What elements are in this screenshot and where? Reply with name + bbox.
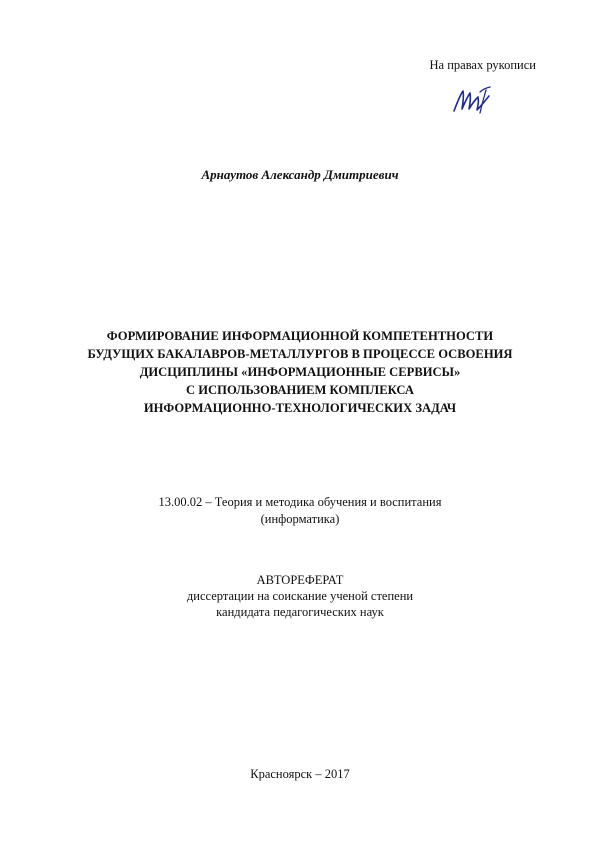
dissertation-title <box>60 327 540 417</box>
abstract-heading: АВТОРЕФЕРАТ <box>256 573 344 587</box>
author-signature <box>450 84 494 118</box>
abstract-line: кандидата педагогических наук <box>216 605 384 619</box>
abstract-block <box>0 572 600 620</box>
place-and-year: Красноярск – 2017 <box>250 767 350 781</box>
title-line: ДИСЦИПЛИНЫ «ИНФОРМАЦИОННЫЕ СЕРВИСЫ» <box>139 365 461 379</box>
title-line: С ИСПОЛЬЗОВАНИЕМ КОМПЛЕКСА <box>186 383 414 397</box>
abstract-line: диссертации на соискание ученой степени <box>186 589 414 603</box>
title-line: БУДУЩИХ БАКАЛАВРОВ-МЕТАЛЛУРГОВ В ПРОЦЕССЕ ОСВОЕНИЯ <box>87 347 513 361</box>
manuscript-rights-note: На правах рукописи <box>429 58 536 72</box>
title-line: ИНФОРМАЦИОННО-ТЕХНОЛОГИЧЕСКИХ ЗАДАЧ <box>143 401 457 415</box>
title-line: ФОРМИРОВАНИЕ ИНФОРМАЦИОННОЙ КОМПЕТЕНТНОСТИ <box>106 329 494 343</box>
specialty-block <box>0 494 600 528</box>
specialty-field-line: (информатика) <box>260 512 340 526</box>
author-name: Арнаутов Александр Дмитриевич <box>201 167 399 182</box>
specialty-code-line: 13.00.02 – Теория и методика обучения и воспитания <box>158 495 442 509</box>
